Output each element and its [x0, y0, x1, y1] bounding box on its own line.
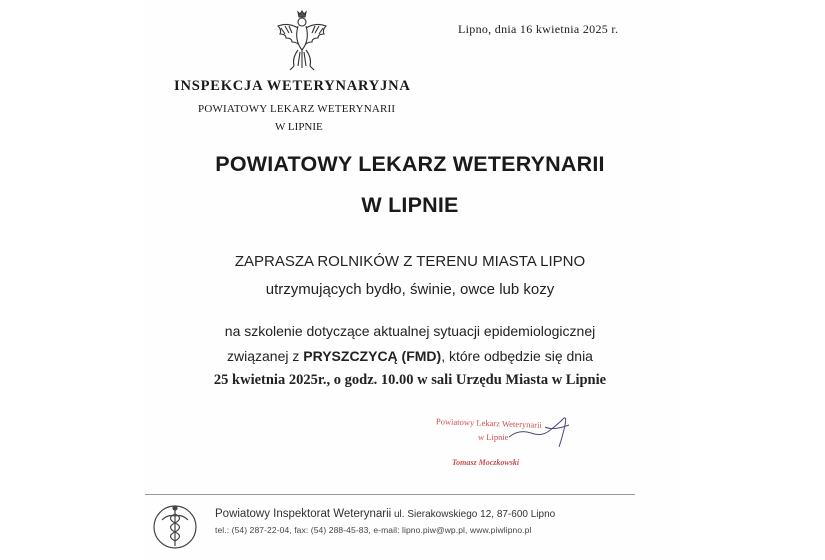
right-margin [680, 0, 825, 560]
topic-suffix: , które odbędzie się dnia [441, 348, 593, 364]
invitation-text: ZAPRASZA ROLNIKÓW Z TERENU MIASTA LIPNO [234, 253, 586, 270]
footer-contact: tel.: (54) 287-22-04, fax: (54) 288-45-83, e-mail: lipno.piw@wp.pl, www.piwlipno.pl [215, 525, 532, 535]
institution-name: INSPEKCJA WETERYNARYJNA [174, 78, 411, 94]
disease-name: PRYSZCZYCĄ (FMD) [303, 348, 442, 364]
topic-prefix: związanej z [227, 348, 304, 364]
footer-address: ul. Sierakowskiego 12, 87-600 Lipno [391, 509, 556, 520]
footer-office [215, 508, 555, 520]
audience-text: utrzymujących bydło, świnie, owce lub kozy [265, 281, 555, 298]
office-location: W LIPNIE [275, 121, 323, 133]
topic-line1: na szkolenie dotyczące aktualnej sytuacji epidemiologicznej [224, 323, 596, 339]
footer-office-name: Powiatowy Inspektorat Weterynarii [215, 508, 392, 520]
stamp-line2: w Lipnie [478, 432, 509, 442]
main-title-line1: POWIATOWY LEKARZ WETERYNARII [215, 152, 605, 176]
main-title-line2: W LIPNIE [361, 193, 459, 217]
stamp-name: Tomasz Moczkowski [452, 458, 520, 467]
footer-divider [145, 494, 635, 495]
event-details: 25 kwietnia 2025r., o godz. 10.00 w sali Urzędu Miasta w Lipnie [213, 372, 607, 388]
office-name: POWIATOWY LEKARZ WETERYNARII [198, 103, 396, 115]
document-date: Lipno, dnia 16 kwietnia 2025 r. [458, 22, 619, 36]
stamp-line1: Powiatowy Lekarz Weterynarii [435, 416, 542, 430]
eagle-emblem-icon [273, 10, 331, 72]
left-margin [0, 0, 140, 560]
signature-icon [505, 413, 585, 453]
topic-line2 [140, 348, 680, 364]
caduceus-logo-icon [150, 500, 200, 554]
